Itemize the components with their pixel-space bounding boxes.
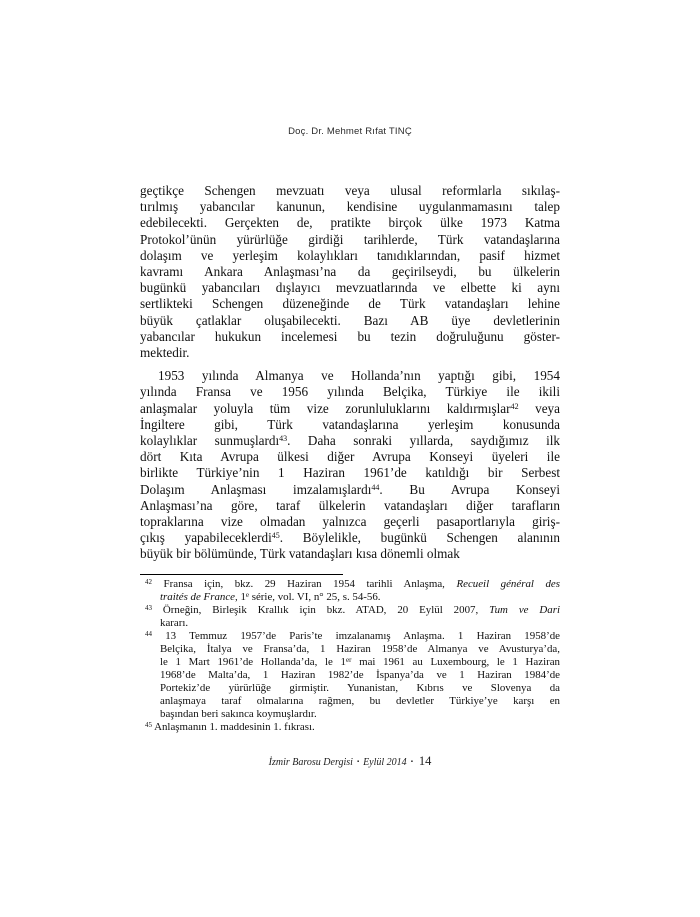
- footnote-ref: 45: [271, 531, 280, 541]
- text-line: Protokol’ünün yürürlüğe girdiği tarihlerde, Türk vatandaşlarına: [140, 231, 560, 247]
- footnote-line: $^{44}$ 13 Temmuz 1957’de Paris’te imzalanamış Anlaşma. 1 Haziran 1958’de: [145, 630, 560, 642]
- footnote-line: $^{42}$ Fransa için, bkz. 29 Haziran 1954 tarihli Anlaşma, Recueil général des: [145, 578, 560, 590]
- text-line: edebilecekti. Gerçekten de, pratikte birçok ülke 1973 Katma: [140, 215, 560, 231]
- paragraph-1: [140, 183, 560, 361]
- footnote-42: [140, 578, 560, 604]
- footnote-line: $^{45}$ Anlaşmanın 1. maddesinin 1. fıkrası.: [145, 721, 315, 733]
- footnote-ref: 43: [279, 434, 288, 444]
- footnote-line: $^{43}$ Örneğin, Birleşik Krallık için bkz. ATAD, 20 Eylül 2007, Tum ve Dari: [145, 604, 560, 616]
- footnote-line: kararı.: [160, 617, 189, 629]
- text-line: İngiltere gibi, Türk vatandaşlarına yerleşim konusunda: [140, 416, 560, 432]
- page-footer: [0, 754, 700, 769]
- text-line: dolaşım ve yerleşim kolaylıkları tanıdıklarından, pasif hizmet: [140, 247, 560, 263]
- text-line: Dolaşım Anlaşması imzalamışlardı$^{44}$. Bu Avrupa Konseyi: [140, 481, 560, 497]
- page-content: [140, 183, 560, 563]
- text-line: büyük çatlaklar oluşabilecekti. Bazı AB üye devletlerinin: [140, 312, 560, 328]
- text-line: 1953 yılında Almanya ve Hollanda’nın yaptığı gibi, 1954: [158, 368, 560, 384]
- footnote-line: anlaşmaya taraf olmalarına rağmen, bu devletler Türkiye’ye karşı en: [160, 695, 560, 707]
- footnote-marker: 42: [145, 578, 152, 586]
- footer-separator-icon: ▪: [356, 759, 360, 765]
- footnote-marker: 43: [145, 604, 152, 612]
- footnote-separator-rule: [140, 574, 343, 575]
- footer-separator-icon: ▪: [410, 759, 413, 765]
- text-line: anlaşmalar yoluyla tüm vize zorunluluklarını kaldırmışlar$^{42}$ veya: [140, 400, 560, 416]
- text-line: topraklarına vize olmadan yalnızca geçerli pasaportlarıyla giriş-: [140, 514, 560, 530]
- footnote-ref: e: [245, 591, 250, 599]
- footnote-marker: 44: [145, 630, 152, 638]
- footnote-line: 1968’de Malta’da, 1 Haziran 1982’de İspanya’da ve 1 Haziran 1984’de: [160, 669, 560, 681]
- text-line: Anlaşması’na göre, taraf ülkelerin vatandaşları diğer tarafların: [140, 497, 560, 513]
- footnote-line: traités de France, 1e série, vol. VI, n° 25, s. 54-56.: [160, 591, 381, 603]
- text-line: kolaylıklar sunmuşlardı$^{43}$. Daha sonraki yıllarda, saydığımız ilk: [140, 433, 560, 449]
- text-line: tırılmış yabancılar kanunun, kendisine uygulanmamasını talep: [140, 199, 560, 215]
- text-line: yılında Fransa ve 1956 yılında Belçika, Türkiye ile ikili: [140, 384, 560, 400]
- footnote-45: [140, 721, 560, 734]
- text-line: geçtikçe Schengen mevzuatı veya ulusal reformlarla sıkılaş-: [140, 183, 560, 198]
- text-line: birlikte Türkiye’nin 1 Haziran 1961’de katıldığı bir Serbest: [140, 465, 560, 481]
- footnote-line: le 1 Mart 1961’de Hollanda’da, le 1er mai 1961 au Luxembourg, le 1 Haziran: [160, 656, 560, 668]
- footnote-ref: 42: [510, 401, 519, 411]
- footnotes-section: [140, 578, 560, 734]
- text-line: yabancılar hukukun incelemesi bu tezin doğruluğunu göster-: [140, 328, 560, 344]
- text-line: bugünkü yabancıları dışlayıcı mevzuatlarında ve elbette ki aynı: [140, 280, 560, 296]
- footnote-ref: 44: [371, 482, 380, 492]
- footnote-line: başından beri sakınca koymuşlardır.: [160, 708, 317, 720]
- footnote-line: Belçika, İtalya ve Fransa’da, 1 Haziran 1958’de Almanya ve Avusturya’da,: [160, 643, 560, 655]
- text-line: büyük bir bölümünde, Türk vatandaşları kısa dönemli olmak: [140, 546, 460, 562]
- text-line: mektedir.: [140, 345, 190, 361]
- footnote-43: [140, 604, 560, 630]
- journal-name: İzmir Barosu Dergisi: [268, 757, 353, 768]
- running-header-author: Doç. Dr. Mehmet Rıfat TINÇ: [288, 126, 412, 137]
- text-line: dört Kıta Avrupa ülkesi diğer Avrupa Konseyi üyeleri ile: [140, 449, 560, 465]
- text-line: kavramı Ankara Anlaşması’na da geçirilseydi, bu ülkelerin: [140, 264, 560, 280]
- issue-date: Eylül 2014: [363, 757, 407, 768]
- footnote-44: [140, 630, 560, 721]
- footnote-marker: 45: [145, 721, 152, 729]
- text-line: çıkış yapabileceklerdi$^{45}$. Böylelikle, bugünkü Schengen alanının: [140, 530, 560, 546]
- footnote-line: Portekiz’de yürürlüğe girmiştir. Yunanistan, Kıbrıs ve Slovenya da: [160, 682, 560, 694]
- footnote-ref: er: [345, 656, 352, 664]
- text-line: sertlikteki Schengen düzeneğinde de Türk vatandaşları lehine: [140, 296, 560, 312]
- page-number: 14: [418, 754, 432, 768]
- paragraph-2: [140, 368, 560, 562]
